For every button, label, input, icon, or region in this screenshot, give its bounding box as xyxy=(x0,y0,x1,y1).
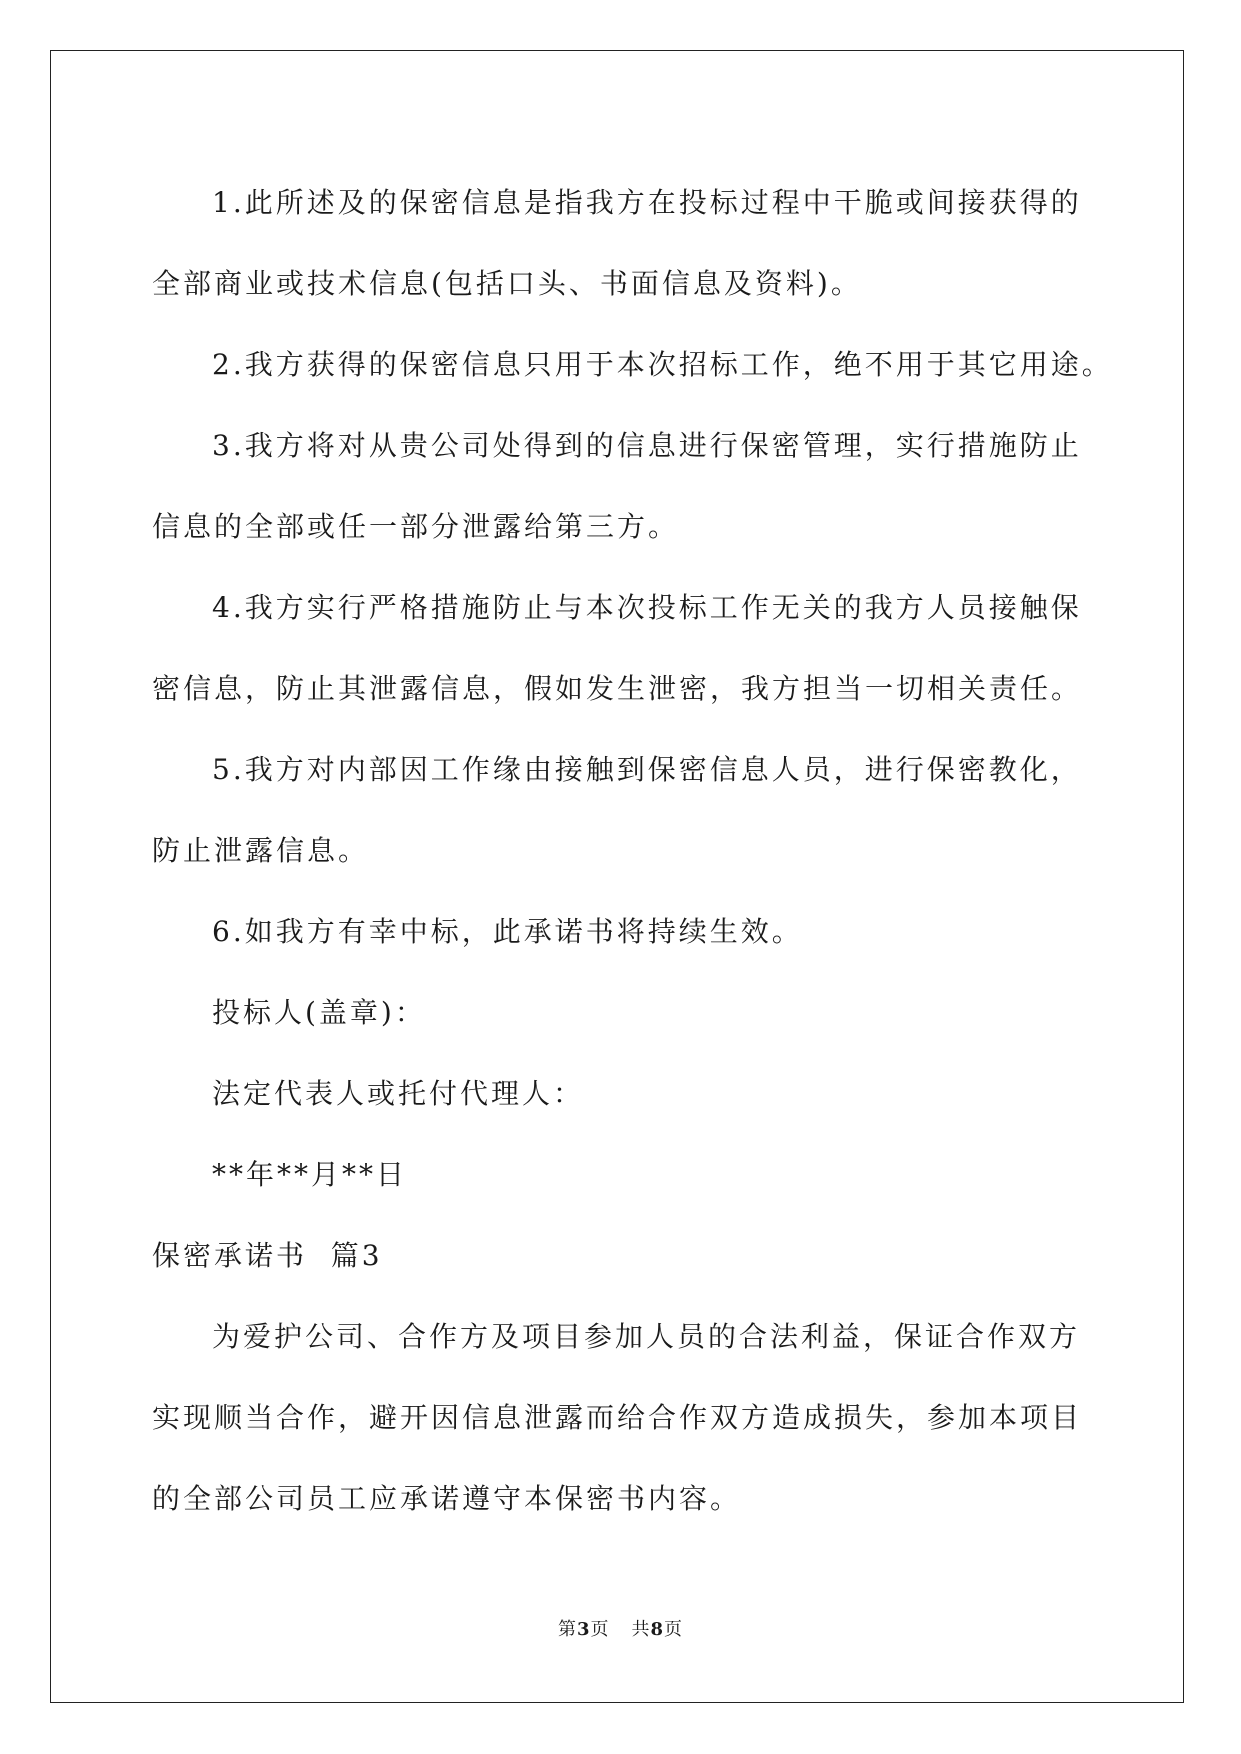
footer-total-prefix: 共 xyxy=(631,1619,651,1640)
paragraph-6 xyxy=(152,891,1092,972)
paragraph-line: 保密承诺书 篇3 xyxy=(152,1239,383,1272)
paragraph-line: 4.我方实行严格措施防止与本次投标工作无关的我方人员接触保 xyxy=(212,591,1082,624)
footer-prefix: 第 xyxy=(557,1619,577,1640)
date-line xyxy=(152,1134,1092,1215)
paragraph-intro xyxy=(152,1296,1092,1539)
footer-page-suffix: 页 xyxy=(590,1619,610,1640)
paragraph-line: 6.如我方有幸中标，此承诺书将持续生效。 xyxy=(212,915,803,948)
paragraph-line: 5.我方对内部因工作缘由接触到保密信息人员，进行保密教化， xyxy=(212,753,1082,786)
current-page-number: 3 xyxy=(576,1619,591,1640)
paragraph-line: 实现顺当合作，避开因信息泄露而给合作双方造成损失，参加本项目 xyxy=(152,1401,1083,1434)
section-heading xyxy=(152,1215,1092,1296)
paragraph-line: 防止泄露信息。 xyxy=(152,834,370,867)
paragraph-2 xyxy=(152,324,1113,405)
paragraph-line: **年**月**日 xyxy=(212,1158,408,1191)
paragraph-line: 为爱护公司、合作方及项目参加人员的合法利益，保证合作双方 xyxy=(212,1320,1081,1353)
paragraph-line: 1.此所述及的保密信息是指我方在投标过程中干脆或间接获得的 xyxy=(212,186,1082,219)
paragraph-line: 全部商业或技术信息(包括口头、书面信息及资料)。 xyxy=(152,267,862,300)
paragraph-line: 法定代表人或托付代理人： xyxy=(212,1077,585,1110)
paragraph-line: 3.我方将对从贵公司处得到的信息进行保密管理，实行措施防止 xyxy=(212,429,1082,462)
paragraph-line: 的全部公司员工应承诺遵守本保密书内容。 xyxy=(152,1482,742,1515)
document-body xyxy=(152,162,1113,1539)
footer-total-suffix: 页 xyxy=(664,1619,684,1640)
paragraph-3 xyxy=(152,405,1092,567)
bidder-seal-line xyxy=(152,972,1092,1053)
paragraph-line: 密信息，防止其泄露信息，假如发生泄密，我方担当一切相关责任。 xyxy=(152,672,1083,705)
paragraph-line: 投标人(盖章)： xyxy=(212,996,426,1029)
paragraph-4 xyxy=(152,567,1092,729)
paragraph-1 xyxy=(152,162,1092,324)
legal-representative-line xyxy=(152,1053,1092,1134)
total-page-number: 8 xyxy=(650,1619,665,1640)
paragraph-line: 信息的全部或任一部分泄露给第三方。 xyxy=(152,510,680,543)
paragraph-5 xyxy=(152,729,1092,891)
page-footer xyxy=(0,1618,1241,1642)
paragraph-line: 2.我方获得的保密信息只用于本次招标工作，绝不用于其它用途。 xyxy=(212,348,1113,381)
